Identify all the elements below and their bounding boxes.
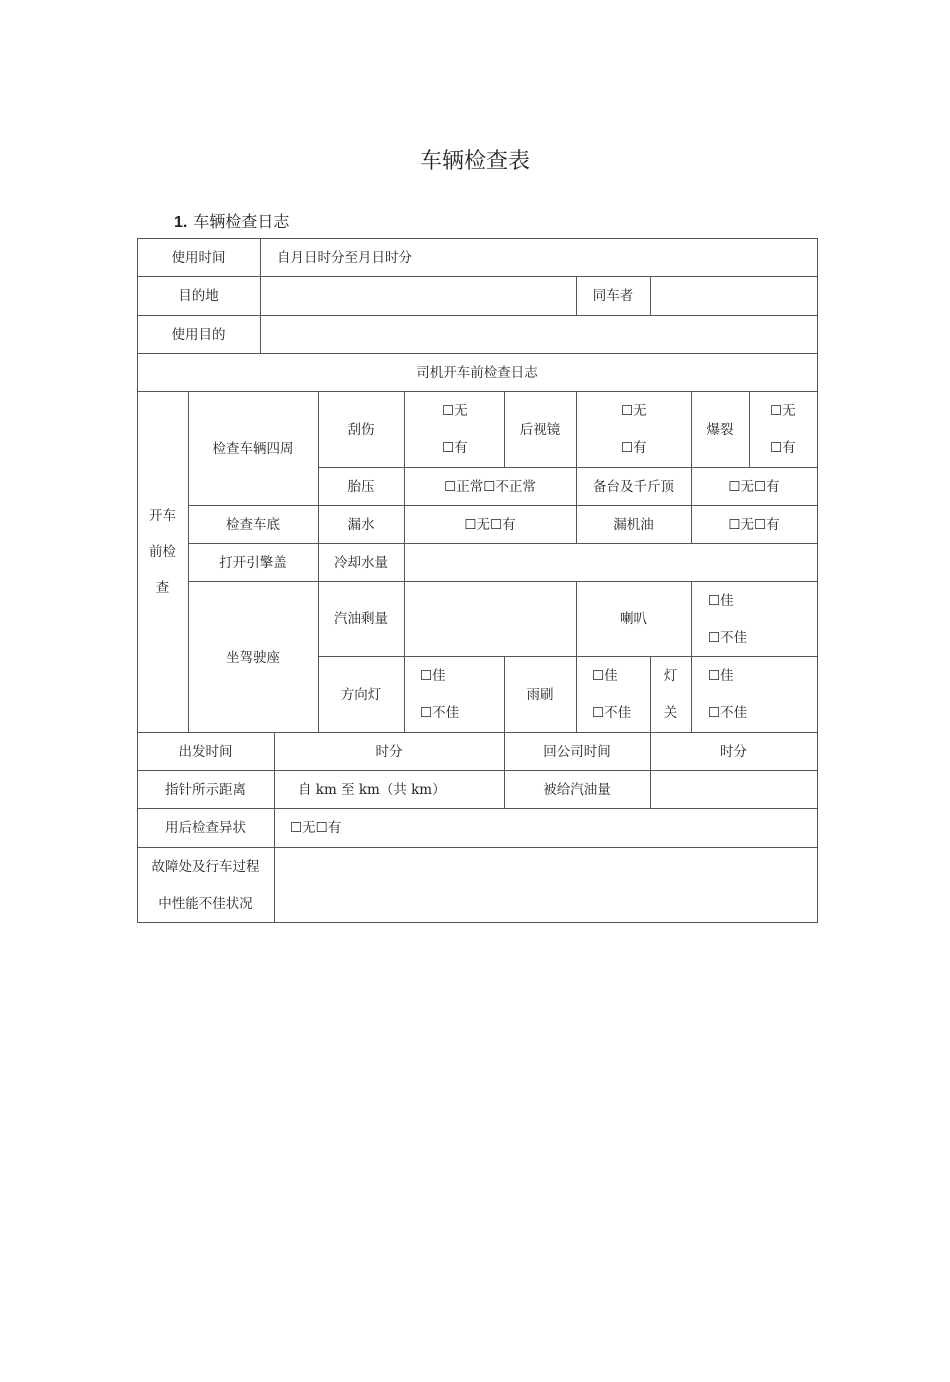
usage-time-value[interactable]: 自月日时分至月日时分 xyxy=(277,250,412,266)
oil-leak-options[interactable]: ☐无☐有 xyxy=(728,517,780,533)
section-label: 车辆检查日志 xyxy=(193,212,290,231)
destination-field[interactable] xyxy=(261,277,576,315)
burst-option-none[interactable]: ☐无 xyxy=(770,403,796,419)
coolant-label: 冷却水量 xyxy=(334,555,388,571)
horn-option-bad[interactable]: ☐不佳 xyxy=(708,630,748,646)
mirror-label: 后视镜 xyxy=(519,422,561,438)
scratch-option-yes[interactable]: ☐有 xyxy=(442,440,468,456)
wiper-option-good[interactable]: ☐佳 xyxy=(592,668,618,684)
burst-label: 爆裂 xyxy=(706,422,734,438)
turn-signal-option-good[interactable]: ☐佳 xyxy=(420,668,446,684)
destination-label: 目的地 xyxy=(178,288,219,304)
oil-leak-label: 漏机油 xyxy=(613,517,654,533)
fuel-field[interactable] xyxy=(405,582,576,656)
fault-label-line-2: 中性能不佳状况 xyxy=(158,896,253,912)
fault-label-line-1: 故障处及行车过程 xyxy=(151,859,260,875)
wiper-label: 雨刷 xyxy=(526,687,554,703)
departure-value[interactable]: 时分 xyxy=(375,744,403,760)
scratch-label: 刮伤 xyxy=(347,422,375,438)
check-around-label: 检查车辆四周 xyxy=(212,441,294,457)
wiper-option-bad[interactable]: ☐不佳 xyxy=(592,705,632,721)
horn-label: 喇叭 xyxy=(620,611,647,627)
tire-pressure-options[interactable]: ☐正常☐不正常 xyxy=(444,479,536,495)
distance-label: 指针所示距离 xyxy=(165,782,246,798)
fault-description-field[interactable] xyxy=(275,848,817,922)
pre-drive-label-line-1: 开车 xyxy=(149,508,176,524)
light-label-line-1: 灯 xyxy=(663,668,678,684)
usage-time-label: 使用时间 xyxy=(171,250,226,266)
page-title: 车辆检查表 xyxy=(419,149,530,174)
after-check-options[interactable]: ☐无☐有 xyxy=(290,820,342,836)
hood-label: 打开引擎盖 xyxy=(219,555,287,571)
mirror-option-none[interactable]: ☐无 xyxy=(621,403,647,419)
coolant-field[interactable] xyxy=(405,544,817,581)
fuel-added-field[interactable] xyxy=(651,771,817,808)
light-option-bad[interactable]: ☐不佳 xyxy=(708,705,748,721)
purpose-field[interactable] xyxy=(261,316,817,353)
tire-pressure-label: 胎压 xyxy=(347,479,375,495)
return-value[interactable]: 时分 xyxy=(720,744,747,760)
burst-option-yes[interactable]: ☐有 xyxy=(770,440,796,456)
scratch-option-none[interactable]: ☐无 xyxy=(442,403,468,419)
underbody-label: 检查车底 xyxy=(226,517,280,533)
light-option-good[interactable]: ☐佳 xyxy=(708,668,734,684)
pre-drive-label-line-2: 前检 xyxy=(149,544,176,560)
pre-check-header: 司机开车前检查日志 xyxy=(416,365,538,381)
spare-jack-label: 备台及千斤顶 xyxy=(593,479,674,495)
water-leak-options[interactable]: ☐无☐有 xyxy=(464,517,516,533)
departure-label: 出发时间 xyxy=(178,744,233,760)
companion-label: 同车者 xyxy=(592,288,634,304)
spare-jack-options[interactable]: ☐无☐有 xyxy=(728,479,780,495)
fuel-added-label: 被给汽油量 xyxy=(543,782,611,798)
water-leak-label: 漏水 xyxy=(347,517,375,533)
driver-seat-label: 坐驾驶座 xyxy=(226,650,280,666)
companion-field[interactable] xyxy=(651,277,817,315)
distance-value[interactable]: 自 km 至 km（共 km） xyxy=(298,782,446,798)
after-check-label: 用后检查异状 xyxy=(165,820,246,836)
mirror-option-yes[interactable]: ☐有 xyxy=(621,440,647,456)
purpose-label: 使用目的 xyxy=(171,327,226,343)
section-number: 1. xyxy=(174,214,188,231)
turn-signal-label: 方向灯 xyxy=(340,687,382,703)
return-label: 回公司时间 xyxy=(543,744,611,760)
light-label-line-2: 关 xyxy=(663,705,678,721)
pre-drive-label-line-3: 查 xyxy=(155,580,170,596)
horn-option-good[interactable]: ☐佳 xyxy=(708,593,734,609)
fuel-label: 汽油剩量 xyxy=(334,611,388,627)
turn-signal-option-bad[interactable]: ☐不佳 xyxy=(420,705,460,721)
